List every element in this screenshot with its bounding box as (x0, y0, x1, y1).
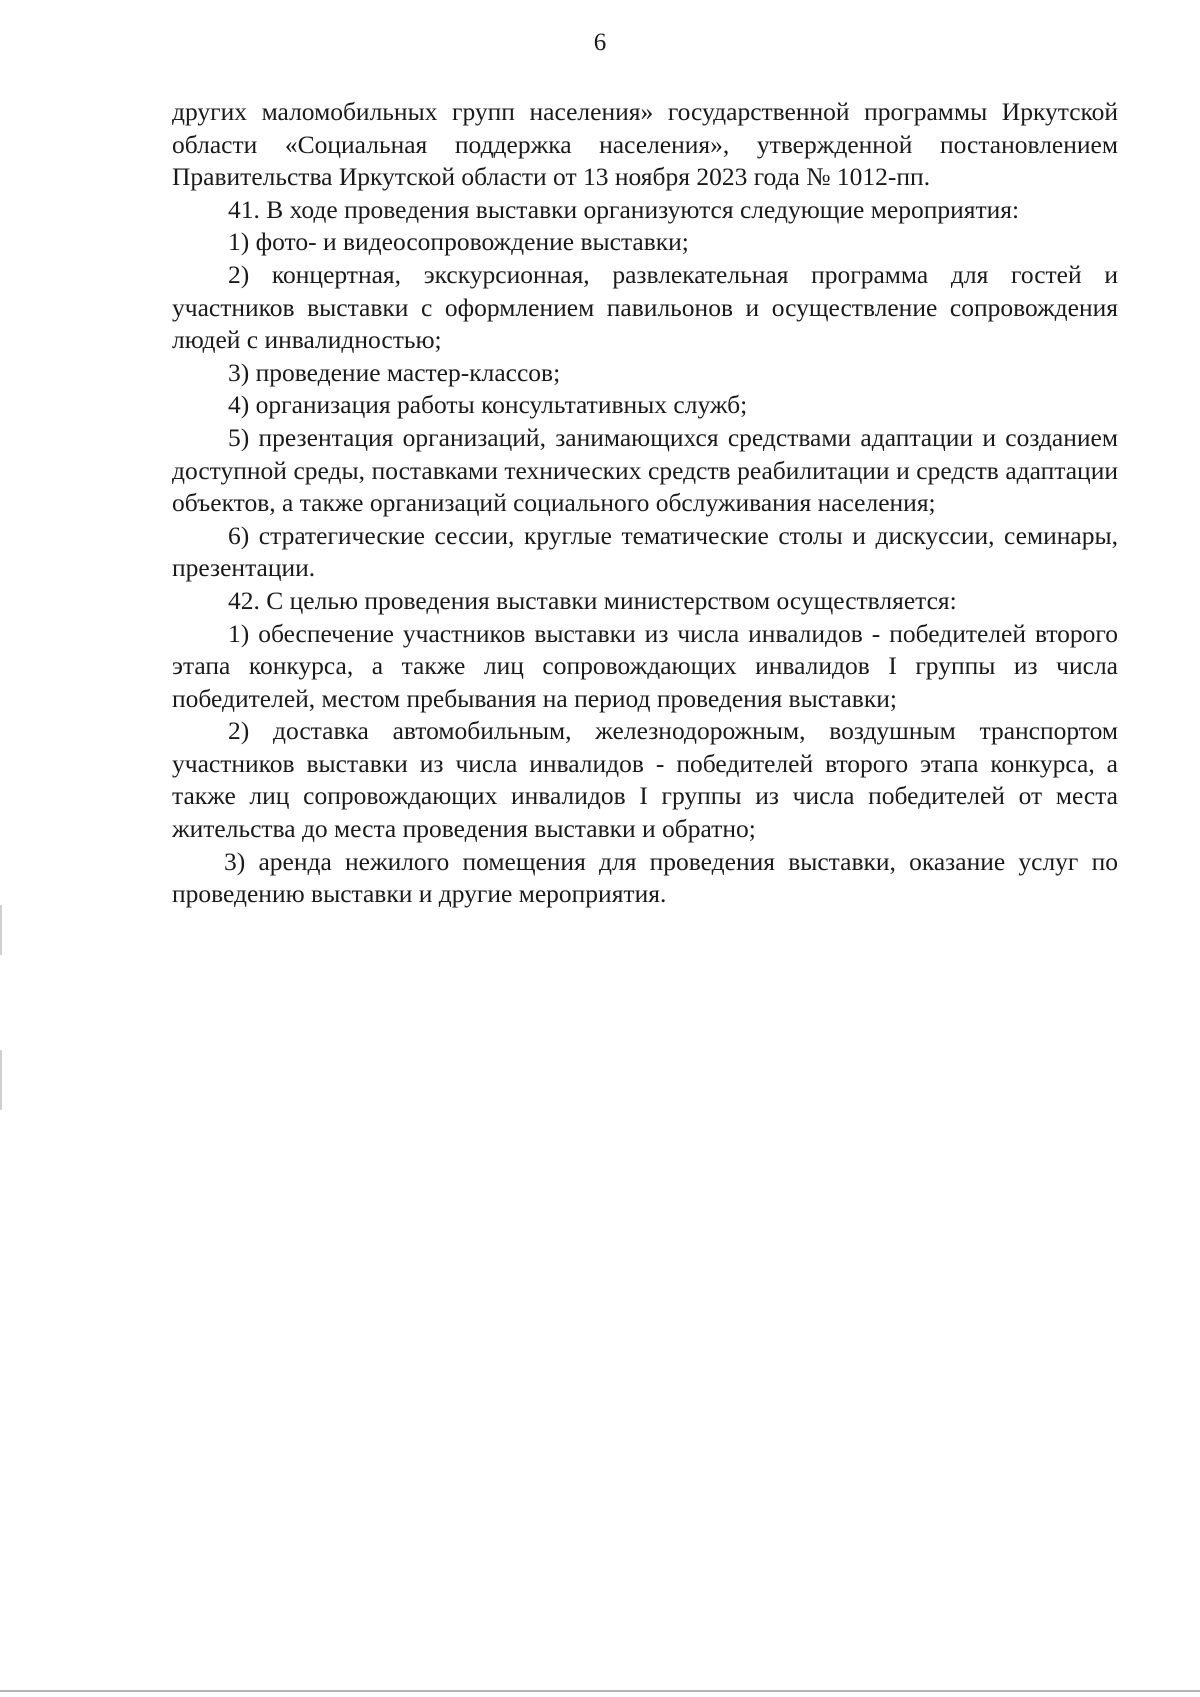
paragraph-42: 42. С целью проведения выставки министерством осуществляется: (228, 585, 957, 615)
list-item-41-1: 1) фото- и видеосопровождение выставки; (228, 227, 689, 257)
list-item-41-6: 6) стратегические сессии, круглые тематические столы и дискуссии, семинары, презентации. (172, 520, 1118, 583)
scan-bottom-edge (0, 1690, 1200, 1692)
list-item-41-3: 3) проведение мастер-классов; (228, 357, 561, 387)
list-item-41-2: 2) концертная, экскурсионная, развлекательная программа для гостей и участников выставки с оформлением павильонов и осуществление сопровождения людей с инвалидностью; (172, 259, 1118, 355)
paragraph-41: 41. В ходе проведения выставки организуются следующие мероприятия: (228, 194, 1020, 224)
scan-margin-mark (0, 905, 2, 955)
paragraph-continuation: других маломобильных групп населения» государственной программы Иркутской области «Социальная поддержка населения», утвержденной постановлением Правительства Иркутской области от 13 ноября 2023 года № 1012-пп. (172, 97, 1118, 192)
scan-margin-mark (0, 1050, 2, 1110)
list-item-42-3: 3) аренда нежилого помещения для проведения выставки, оказание услуг по проведению выставки и другие мероприятия. (172, 846, 1118, 909)
document-body (172, 96, 1118, 911)
list-item-41-4: 4) организация работы консультативных служб; (228, 390, 748, 420)
list-item-42-2: 2) доставка автомобильным, железнодорожным, воздушным транспортом участников выставки из числа инвалидов - победителей второго этапа конкурса, а также лиц сопровождающих инвалидов I группы из числа победителей от места жительства до места проведения выставки и обратно; (172, 716, 1118, 844)
list-item-41-5: 5) презентация организаций, занимающихся средствами адаптации и созданием доступной среды, поставками технических средств реабилитации и средств адаптации объектов, а также организаций социального обслуживания населения; (172, 422, 1118, 518)
page-number: 6 (593, 29, 607, 56)
list-item-42-1: 1) обеспечение участников выставки из числа инвалидов - победителей второго этапа конкурса, а также лиц сопровождающих инвалидов I группы из числа победителей, местом пребывания на период проведения выставки; (172, 618, 1118, 713)
